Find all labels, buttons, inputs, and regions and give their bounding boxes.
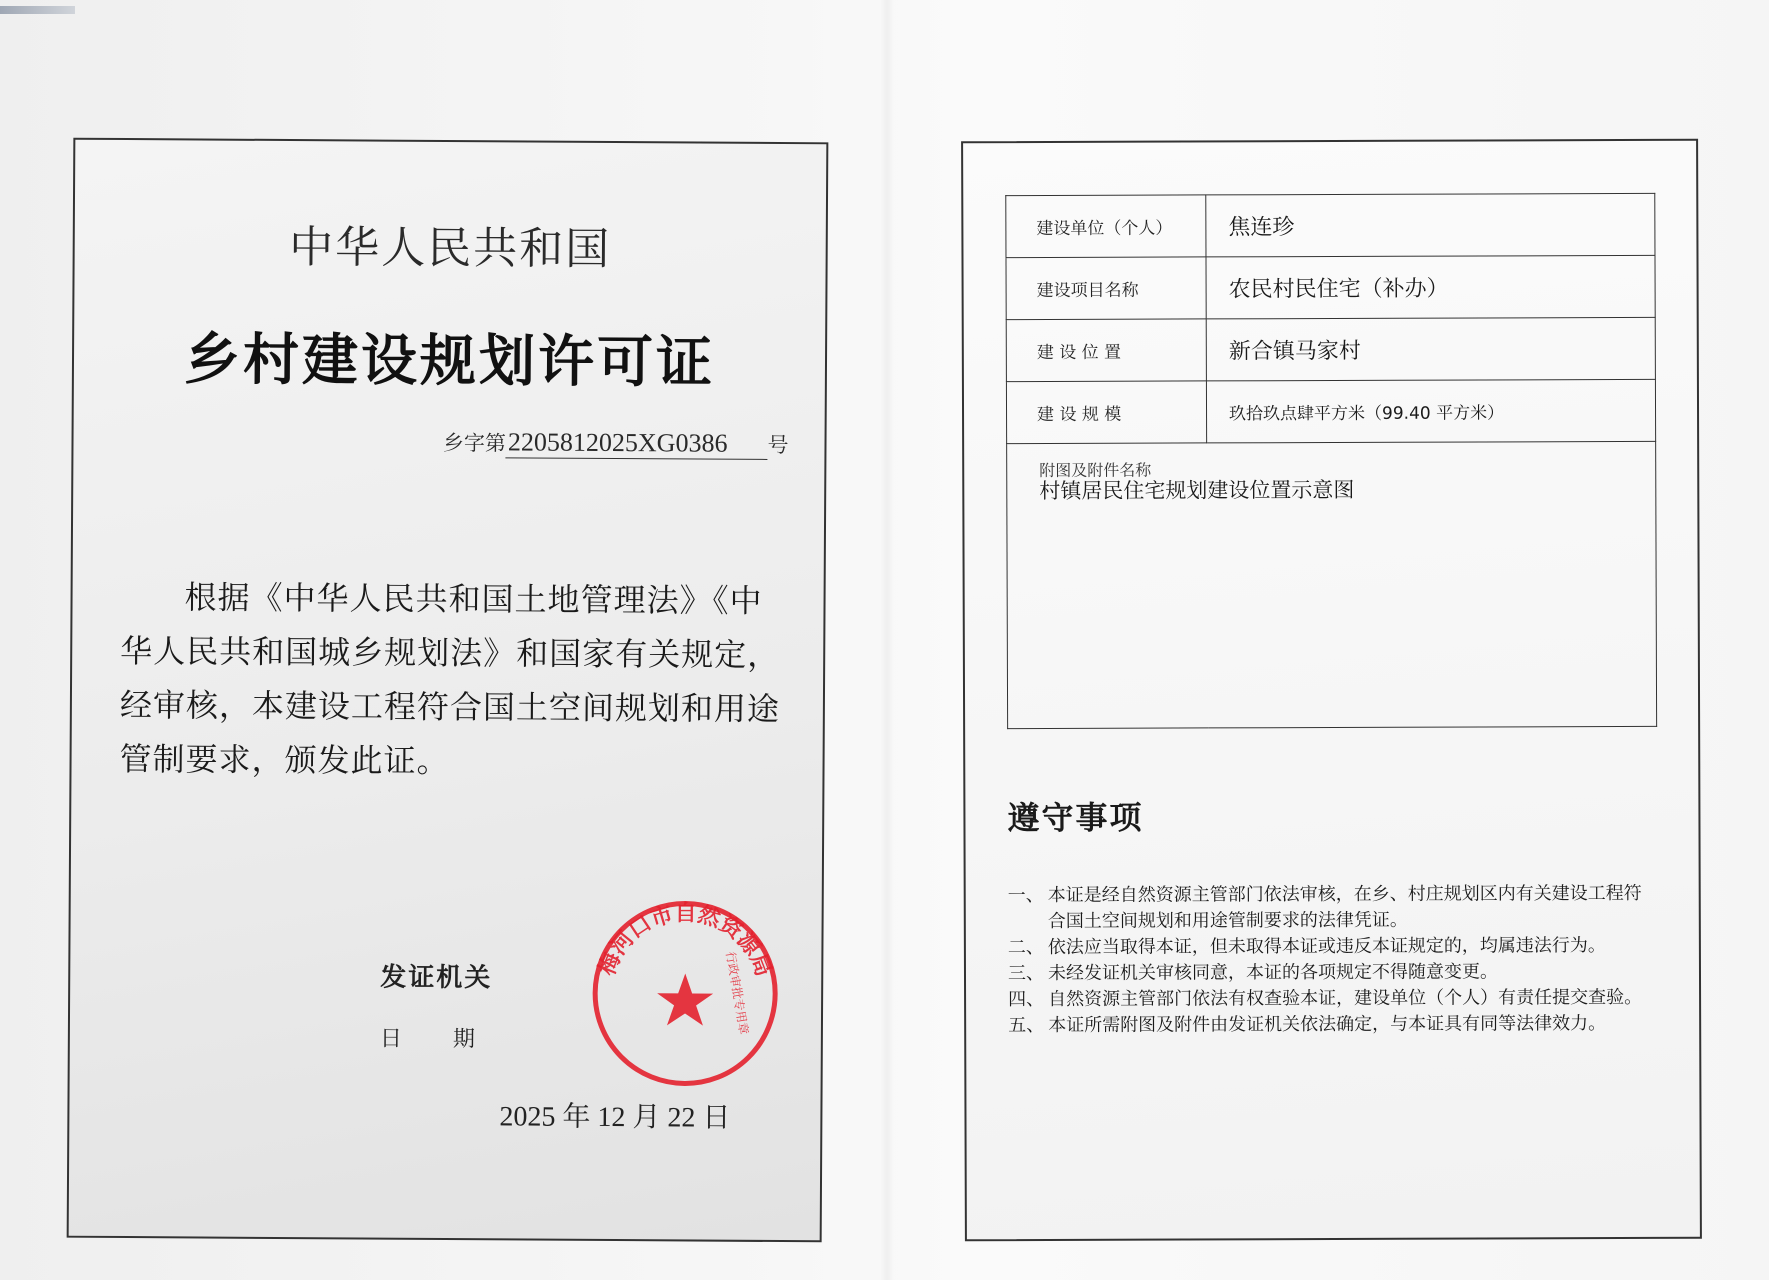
table-label: 建设单位（个人）: [1006, 195, 1206, 258]
svg-text:行政审批专用章: 行政审批专用章: [723, 950, 752, 1036]
table-value: 新合镇马家村: [1206, 317, 1655, 381]
table-row: [1006, 193, 1655, 257]
list-item: [1008, 933, 1658, 961]
table-label: 建 设 位 置: [1006, 319, 1206, 382]
list-item: [1008, 985, 1658, 1013]
table-value: 焦连珍: [1206, 193, 1655, 257]
certificate-number: 2205812025XG0386: [506, 427, 768, 460]
certificate-number-prefix: 乡字第: [442, 430, 507, 456]
rule-index: 二、: [1007, 937, 1044, 959]
issue-date: 2025 年 12 月 22 日: [499, 1101, 731, 1134]
table-label: 建设项目名称: [1006, 257, 1206, 320]
list-item: [1008, 959, 1658, 987]
table-row: [1007, 441, 1657, 728]
table-value: 玖拾玖点肆平方米（99.40 平方米）: [1206, 379, 1655, 443]
official-seal-icon: [585, 893, 786, 1094]
rule-text: 本证所需附图及附件由发证机关依法确定，与本证具有同等法律效力。: [1048, 1013, 1607, 1036]
list-item: [1008, 1011, 1658, 1039]
rule-text: 本证是经自然资源主管部门依法审核，在乡、村庄规划区内有关建设工程符合国土空间规划和用途管制要求的法律凭证。: [1047, 882, 1642, 932]
attachments-value: 村镇居民住宅规划建设位置示意图: [1039, 477, 1355, 504]
attachments-cell: [1007, 441, 1657, 728]
project-info-table: [1005, 193, 1657, 729]
certificate-details-page: [961, 139, 1702, 1242]
table-row: [1006, 317, 1655, 381]
table-row: [1006, 379, 1655, 443]
date-label: 日 期: [379, 1026, 477, 1053]
rule-index: 三、: [1007, 963, 1045, 985]
certificate-number-line: [443, 427, 789, 460]
corner-mark: [0, 6, 75, 14]
table-row: [1006, 255, 1655, 319]
rule-index: 一、: [1007, 885, 1044, 907]
certificate-cover-page: [67, 138, 829, 1243]
certificate-title: 乡村建设规划许可证: [183, 327, 716, 396]
certificate-number-suffix: 号: [767, 432, 789, 458]
rules-title: 遵守事项: [1007, 798, 1144, 838]
page-fold: [880, 0, 894, 1280]
legal-basis-text: 根据《中华人民共和国土地管理法》《中华人民共和国城乡规划法》和国家有关规定，经审核，本建设工程符合国土空间规划和用途管制要求，颁发此证。: [119, 578, 781, 781]
table-label: 建 设 规 模: [1006, 381, 1206, 444]
attachments-label: 附图及附件名称: [1039, 460, 1152, 481]
table-value: 农民村民住宅（补办）: [1206, 255, 1655, 319]
list-item: [1008, 881, 1658, 935]
svg-text:梅河口市自然资源局: 梅河口市自然资源局: [594, 901, 776, 980]
rule-text: 依法应当取得本证，但未取得本证或违反本证规定的，均属违法行为。: [1047, 935, 1606, 958]
rules-list: [1008, 881, 1659, 1039]
country-name: 中华人民共和国: [289, 222, 612, 275]
rule-index: 四、: [1008, 989, 1045, 1011]
rule-text: 自然资源主管部门依法有权查验本证，建设单位（个人）有责任提交查验。: [1048, 986, 1643, 1010]
rule-text: 未经发证机关审核同意，本证的各项规定不得随意变更。: [1047, 961, 1499, 984]
issuer-label: 发证机关: [380, 962, 493, 994]
rule-index: 五、: [1008, 1015, 1045, 1037]
